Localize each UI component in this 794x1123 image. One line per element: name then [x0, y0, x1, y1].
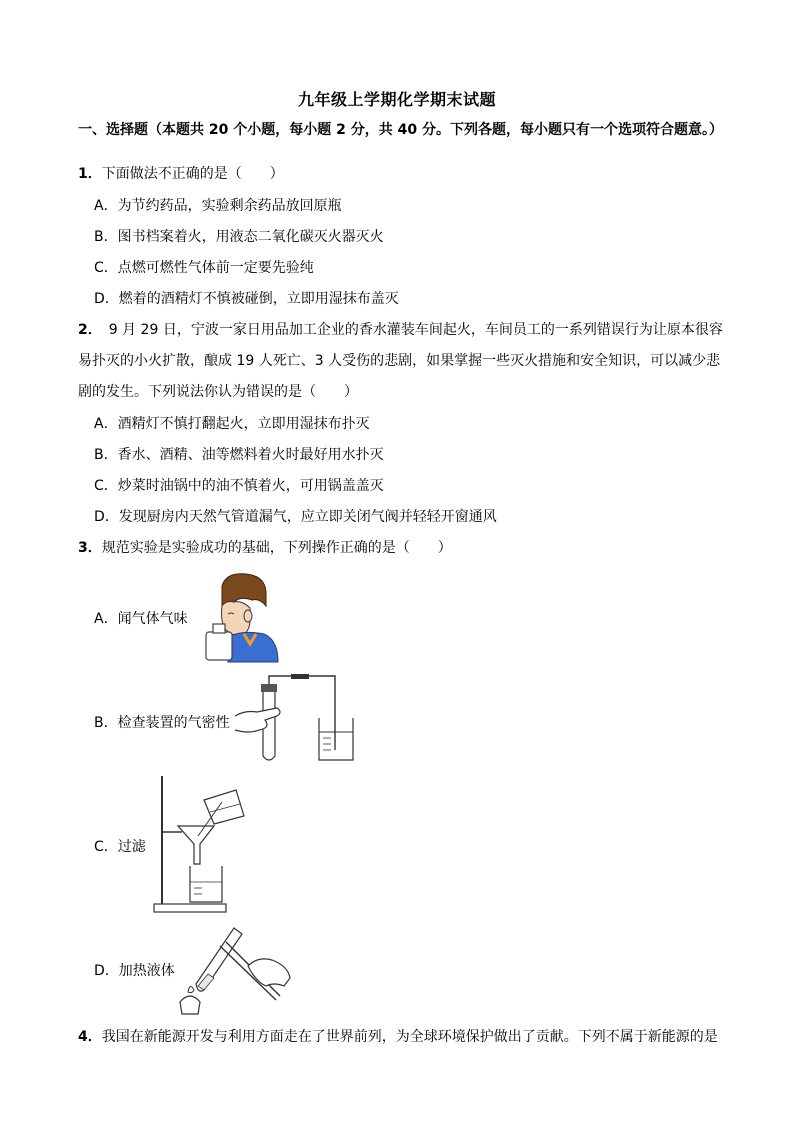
option-3c: C．过滤 — [94, 839, 146, 855]
question-1 — [78, 159, 750, 190]
smell-gas-illustration — [204, 572, 280, 662]
option-1c: C．点燃可燃性气体前一定要先验纯 — [94, 260, 314, 276]
option-1d: D．燃着的酒精灯不慎被碰倒，立即用湿抹布盖灭 — [94, 291, 399, 307]
page-title: 九年级上学期化学期末试题 — [297, 90, 496, 109]
question-3 — [78, 533, 750, 564]
option-2c: C．炒菜时油锅中的油不慎着火，可用锅盖盖灭 — [94, 478, 384, 494]
heating-liquid-illustration — [176, 920, 296, 1016]
question-number: 3． — [78, 540, 102, 556]
option-2b: B．香水、酒精、油等燃料着火时最好用水扑灭 — [94, 447, 384, 463]
option-3d: D．加热液体 — [94, 963, 175, 979]
option-2d: D．发现厨房内天然气管道漏气，应立即关闭气阀并轻轻开窗通风 — [94, 509, 497, 525]
question-text-line: 剧的发生。下列说法你认为错误的是（ ） — [78, 384, 358, 400]
question-text-line: 9 月 29 日，宁波一家日用品加工企业的香水灌装车间起火，车间员工的一系列错误行为让原本很容 — [94, 322, 723, 338]
question-4 — [78, 1022, 750, 1053]
option-3a: A．闻气体气味 — [94, 611, 188, 627]
question-text: 我国在新能源开发与利用方面走在了世界前列，为全球环境保护做出了贡献。下列不属于新能源的是 — [101, 1029, 718, 1045]
question-number: 4． — [78, 1029, 102, 1045]
filtration-illustration — [152, 772, 252, 914]
option-1b: B．图书档案着火，用液态二氧化碳灭火器灭火 — [94, 229, 384, 245]
airtightness-check-illustration — [235, 672, 361, 764]
section-heading: 一、选择题（本题共 20 个小题，每小题 2 分，共 40 分。下列各题，每小题只有一个选项符合题意。） — [78, 122, 723, 138]
option-2a: A．酒精灯不慎打翻起火，立即用湿抹布扑灭 — [94, 416, 370, 432]
question-number: 1． — [78, 166, 102, 182]
question-2 — [78, 315, 750, 408]
option-3b: B．检查装置的气密性 — [94, 715, 230, 731]
question-text: 规范实验是实验成功的基础，下列操作正确的是（ ） — [101, 540, 452, 556]
question-text-line: 易扑灭的小火扩散，酿成 19 人死亡、3 人受伤的悲剧，如果掌握一些灭火措施和安全知识，可以减少悲 — [78, 353, 721, 369]
question-text: 下面做法不正确的是（ ） — [101, 166, 284, 182]
question-number: 2． — [78, 322, 95, 338]
option-1a: A．为节约药品，实验剩余药品放回原瓶 — [94, 198, 342, 214]
